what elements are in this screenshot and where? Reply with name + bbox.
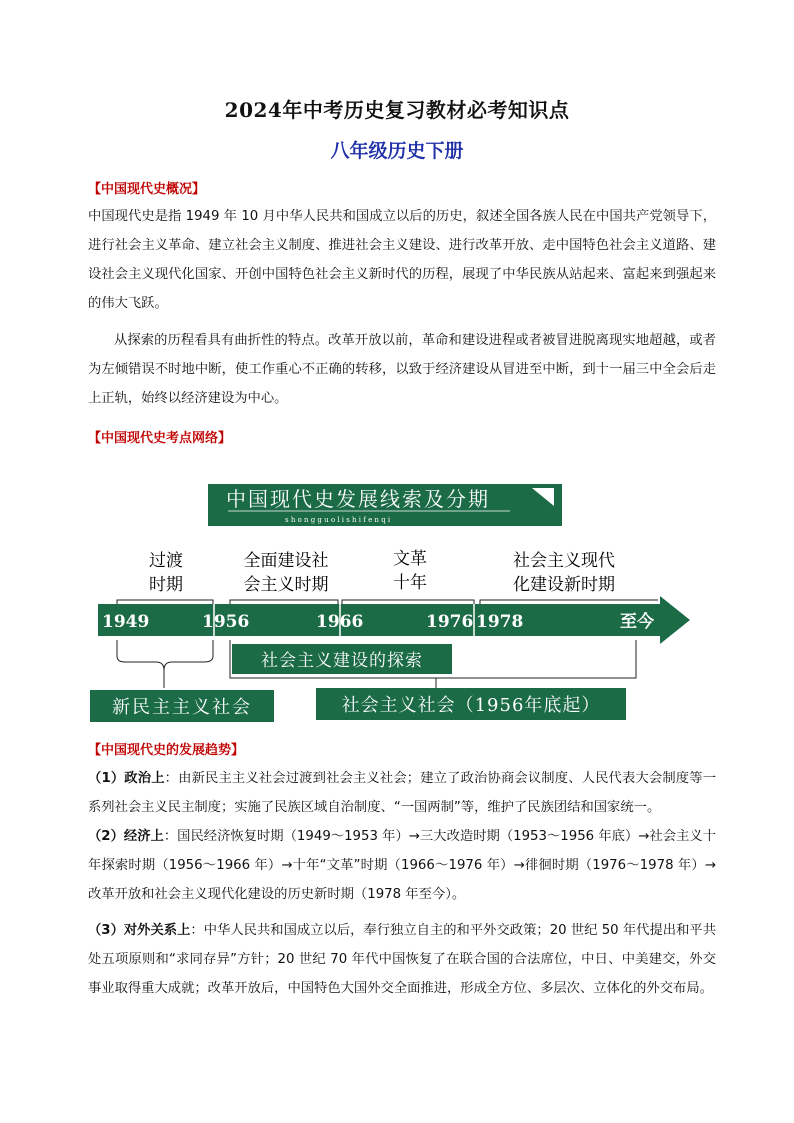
socialism-label: 社会主义社会（1956年底起） — [341, 695, 601, 716]
new-democracy-label: 新民主主义社会 — [112, 697, 252, 718]
section-heading-trends: 【中国现代史的发展趋势】 — [88, 743, 245, 758]
trend-economy-label: （2）经济上 — [88, 829, 164, 844]
banner-pinyin: s h o n g g u o l i s h i f e n q i — [285, 516, 391, 524]
period-label-transition-line2: 时期 — [149, 575, 183, 595]
trend-economy-text: ：国民经济恢复时期（1949～1953 年）→三大改造时期（1953～1956 年底）→社会主义十年探索时期（1956～1966 年）→十年“文革”时期（1966～1976 年）→徘徊时期（1976～1978 年）→改革开放和社会主义现代化建设的历史新时期（1978 年至今）。 — [88, 829, 716, 902]
trend-politics-text: ：由新民主主义社会过渡到社会主义社会；建立了政治协商会议制度、人民代表大会制度等一系列社会主义民主制度；实施了民族区域自治制度、“一国两制”等，维护了民族团结和国家统一。 — [88, 771, 716, 815]
period-label-modernization-line2: 化建设新时期 — [513, 575, 615, 595]
year-1956: 1956 — [202, 612, 250, 632]
overview-paragraph-1: 中国现代史是指 1949 年 10 月中华人民共和国成立以后的历史，叙述全国各族人民在中国共产党领导下，进行社会主义革命、建立社会主义制度、推进社会主义建设、进行改革开放、走中国特色社会主义道路、建设社会主义现代化国家、开创中国特色社会主义新时代的历程，展现了中华民族从站起来、富起来到强起来的伟大飞跃。 — [88, 209, 716, 311]
trend-economy — [88, 822, 716, 909]
period-label-comprehensive-line2: 会主义时期 — [243, 575, 329, 595]
section-heading-network: 【中国现代史考点网络】 — [88, 431, 232, 446]
trend-foreign-relations — [88, 916, 716, 1003]
exploration-label: 社会主义建设的探索 — [261, 651, 423, 671]
timeline-diagram — [80, 478, 696, 728]
year-1949: 1949 — [102, 612, 150, 632]
overview-paragraph-2: 从探索的历程看具有曲折性的特点。改革开放以前，革命和建设进程或者被冒进脱离现实地超越，或者为左倾错误不时地中断，使工作重心不正确的转移，以致于经济建设从冒进至中断，到十一届三中全会后走上正轨，始终以经济建设为中心。 — [88, 333, 716, 406]
year-present: 至今 — [620, 612, 654, 632]
year-1978: 1978 — [476, 612, 524, 632]
period-label-cultural-revolution-line2: 十年 — [393, 573, 427, 593]
year-1976: 1976 — [426, 612, 474, 632]
banner-title: 中国现代史发展线索及分期 — [226, 487, 490, 511]
trend-foreign-label: （3）对外关系上 — [88, 923, 191, 938]
document-subtitle: 八年级历史下册 — [330, 140, 464, 162]
year-1966: 1966 — [316, 612, 364, 632]
period-label-modernization-line1: 社会主义现代 — [513, 551, 615, 571]
trend-politics-label: （1）政治上 — [88, 771, 165, 786]
document-title: 2024年中考历史复习教材必考知识点 — [224, 98, 570, 122]
bracket-new-democracy — [117, 640, 213, 688]
period-label-comprehensive-line1: 全面建设社 — [243, 551, 329, 571]
period-label-cultural-revolution-line1: 文革 — [393, 549, 427, 569]
section-heading-overview: 【中国现代史概况】 — [88, 182, 206, 197]
period-label-transition-line1: 过渡 — [149, 551, 183, 571]
trend-politics — [88, 764, 716, 822]
trend-foreign-text: ：中华人民共和国成立以后，奉行独立自主的和平外交政策；20 世纪 50 年代提出和平共处五项原则和“求同存异”方针；20 世纪 70 年代中国恢复了在联合国的合法席位，中日、中美建交，外交事业取得重大成就；改革开放后，中国特色大国外交全面推进，形成全方位、多层次、立体化的外交布局。 — [88, 923, 716, 996]
timeline-arrow — [98, 596, 690, 644]
